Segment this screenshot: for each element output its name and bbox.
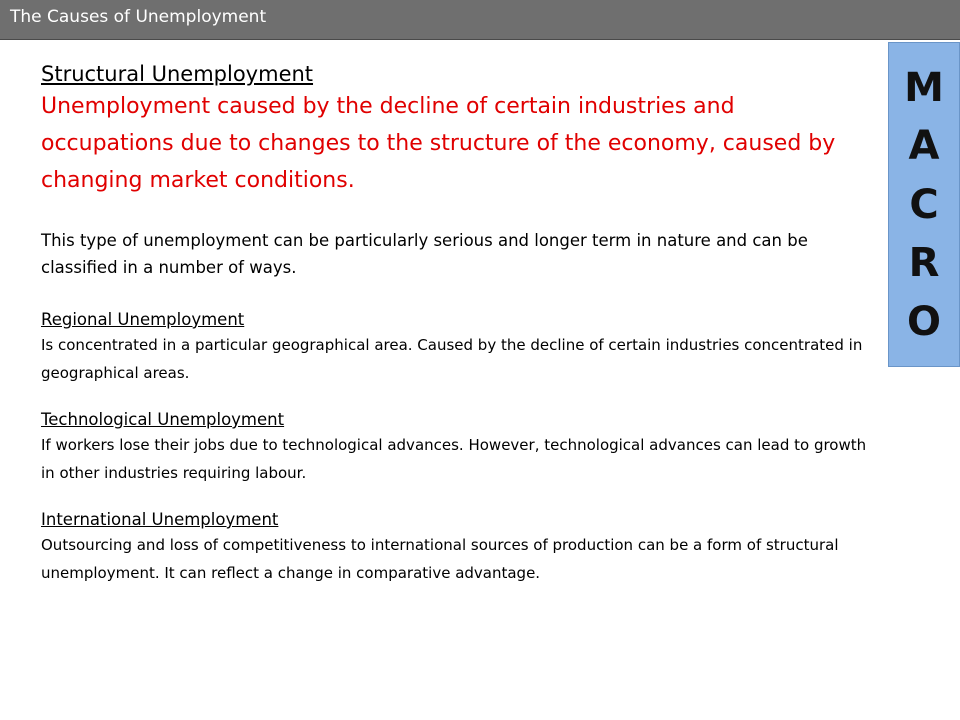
- technological-heading: Technological Unemployment: [41, 410, 285, 429]
- intro-paragraph: This type of unemployment can be particularly serious and longer term in nature and can be classified in a number of ways.: [41, 231, 808, 277]
- title-bar: [0, 0, 960, 40]
- macro-letter: M: [904, 64, 944, 111]
- macro-label-box: [888, 42, 960, 367]
- macro-letter: A: [908, 123, 940, 169]
- international-section: [41, 509, 871, 587]
- international-body: Outsourcing and loss of competitiveness to international sources of production can be a form of structural unemployment. It can reflect a change in comparative advantage.: [41, 536, 839, 582]
- macro-letter: O: [906, 298, 941, 345]
- technological-body: If workers lose their jobs due to technological advances. However, technological advances can lead to growth in other industries requiring labour.: [41, 436, 867, 482]
- definition-text: Unemployment caused by the decline of certain industries and occupations due to changes to the structure of the economy, caused by changing market conditions.: [41, 94, 836, 193]
- macro-letter: R: [908, 240, 940, 286]
- international-heading: International Unemployment: [41, 510, 279, 529]
- structural-unemployment-heading: Structural Unemployment: [41, 62, 314, 86]
- regional-section: [41, 309, 871, 387]
- slide-title: The Causes of Unemployment: [10, 7, 267, 27]
- slide-content: [41, 60, 871, 587]
- technological-section: [41, 409, 871, 487]
- regional-heading: Regional Unemployment: [41, 310, 245, 329]
- regional-body: Is concentrated in a particular geographical area. Caused by the decline of certain industries concentrated in geographical areas.: [41, 336, 863, 382]
- macro-letter: C: [909, 181, 939, 228]
